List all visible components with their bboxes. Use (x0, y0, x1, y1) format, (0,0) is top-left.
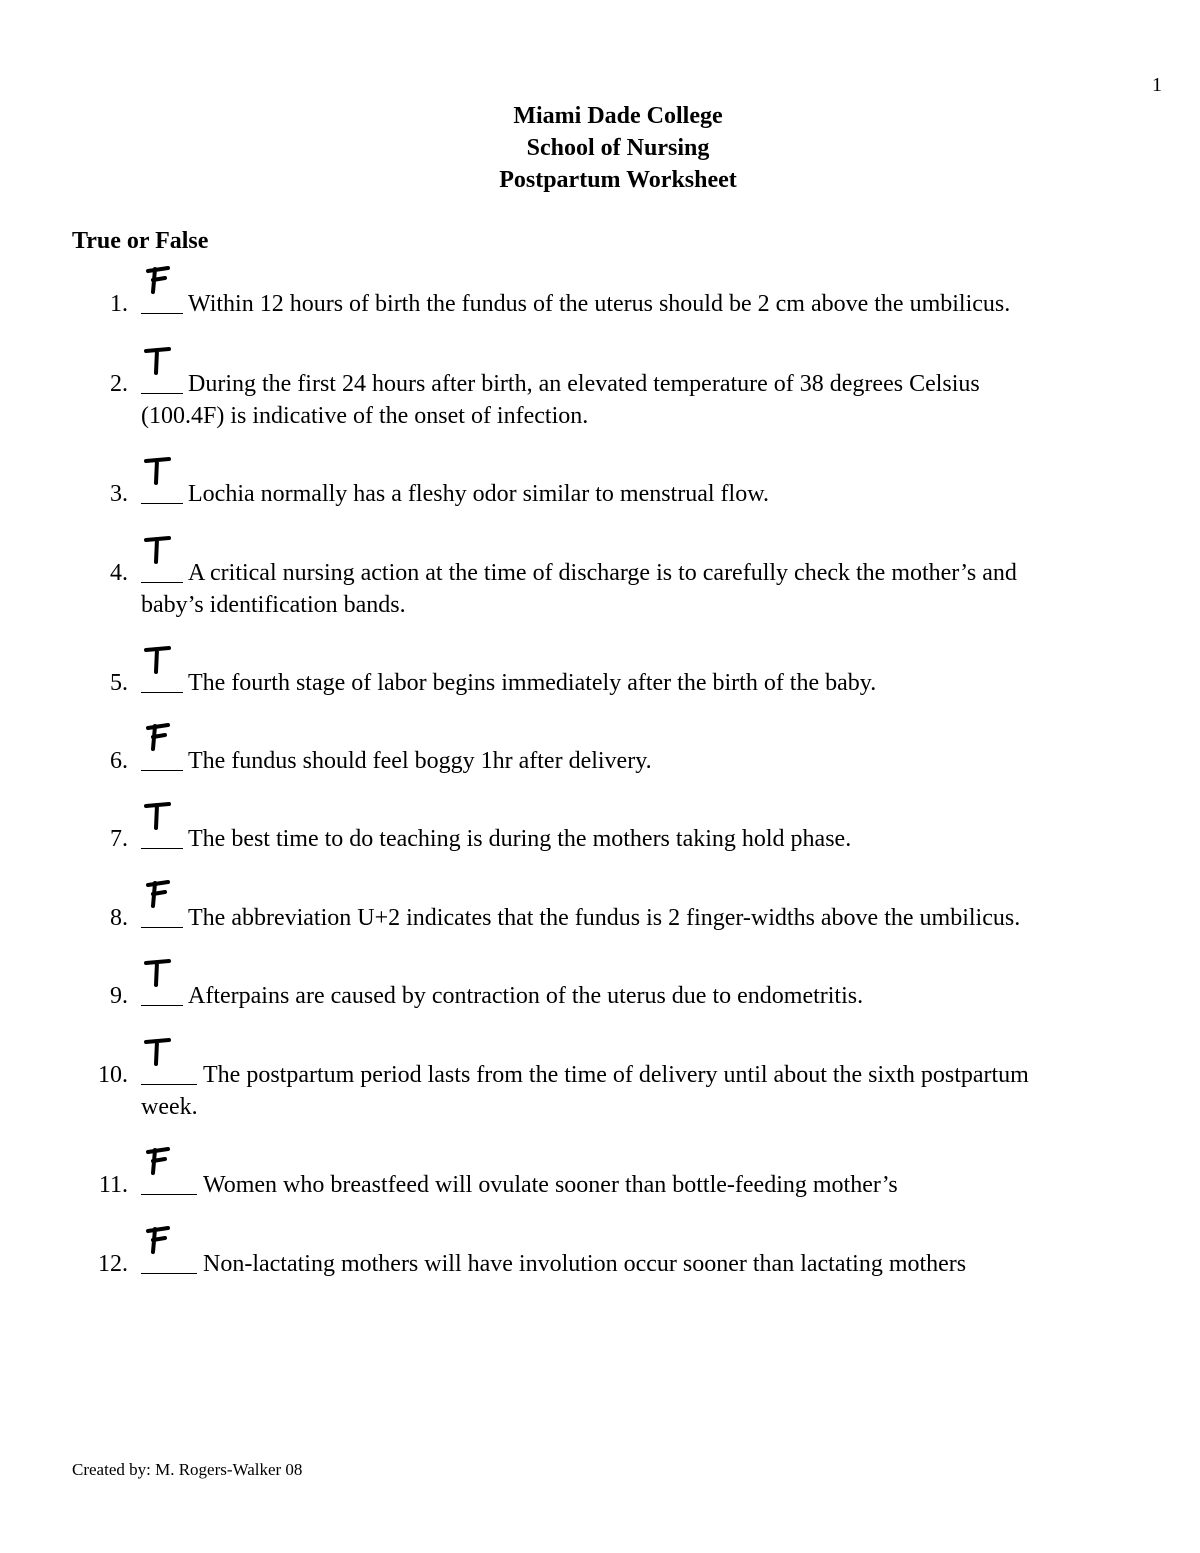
document-header (0, 100, 1200, 196)
handwritten-answer-f (141, 1147, 175, 1181)
answer-underline (141, 503, 183, 504)
question-number: 8. (110, 905, 128, 931)
question-text: A critical nursing action at the time of discharge is to carefully check the mother’s and (188, 560, 1017, 586)
answer-underline (141, 393, 183, 394)
answer-blank (141, 1059, 197, 1091)
question-number: 5. (110, 670, 128, 696)
answer-blank (141, 557, 183, 589)
question-text: Women who breastfeed will ovulate sooner than bottle-feeding mother’s (203, 1172, 898, 1198)
answer-blank (141, 667, 183, 699)
worksheet-title: Postpartum Worksheet (499, 167, 737, 193)
question-number: 4. (110, 560, 128, 586)
question-text: Afterpains are caused by contraction of the uterus due to endometritis. (188, 983, 864, 1009)
handwritten-answer-f (141, 1226, 175, 1260)
question-number: 10. (98, 1062, 128, 1088)
handwritten-answer-f (141, 723, 175, 757)
answer-blank (141, 902, 183, 934)
question-number: 9. (110, 983, 128, 1009)
question-text: The postpartum period lasts from the time of delivery until about the sixth postpartum (203, 1062, 1029, 1088)
question-text: Lochia normally has a fleshy odor similar to menstrual flow. (188, 481, 769, 507)
question-number: 3. (110, 481, 128, 507)
answer-underline (141, 313, 183, 314)
handwritten-answer-t (141, 346, 175, 380)
question-text-continued: week. (141, 1094, 198, 1120)
answer-blank (141, 745, 183, 777)
answer-blank (141, 288, 183, 320)
question-text: The best time to do teaching is during the mothers taking hold phase. (188, 826, 852, 852)
question-text: The fundus should feel boggy 1hr after delivery. (188, 748, 652, 774)
question-text: During the first 24 hours after birth, an elevated temperature of 38 degrees Celsius (188, 371, 980, 397)
answer-underline (141, 692, 183, 693)
question-number: 2. (110, 371, 128, 397)
answer-underline (141, 848, 183, 849)
question-text: Within 12 hours of birth the fundus of the uterus should be 2 cm above the umbilicus. (188, 291, 1011, 317)
answer-underline (141, 770, 183, 771)
answer-blank (141, 478, 183, 510)
question-text: The abbreviation U+2 indicates that the fundus is 2 finger-widths above the umbilicus. (188, 905, 1021, 931)
question-text: The fourth stage of labor begins immediately after the birth of the baby. (188, 670, 877, 696)
handwritten-answer-t (141, 535, 175, 569)
answer-blank (141, 1248, 197, 1280)
question-number: 12. (98, 1251, 128, 1277)
answer-underline (141, 1273, 197, 1274)
answer-underline (141, 1005, 183, 1006)
handwritten-answer-t (141, 958, 175, 992)
answer-blank (141, 980, 183, 1012)
question-text: Non-lactating mothers will have involution occur sooner than lactating mothers (203, 1251, 967, 1277)
handwritten-answer-t (141, 1037, 175, 1071)
college-name: Miami Dade College (513, 103, 723, 129)
answer-underline (141, 927, 183, 928)
question-text-continued: baby’s identification bands. (141, 592, 406, 618)
question-number: 1. (110, 291, 128, 317)
handwritten-answer-t (141, 645, 175, 679)
handwritten-answer-t (141, 801, 175, 835)
section-title: True or False (72, 228, 209, 254)
question-number: 7. (110, 826, 128, 852)
answer-blank (141, 823, 183, 855)
question-text-continued: (100.4F) is indicative of the onset of infection. (141, 403, 589, 429)
school-name: School of Nursing (526, 135, 710, 161)
answer-blank (141, 1169, 197, 1201)
answer-underline (141, 582, 183, 583)
page-number: 1 (1152, 74, 1162, 96)
question-number: 6. (110, 748, 128, 774)
question-number: 11. (98, 1172, 128, 1198)
handwritten-answer-f (141, 880, 175, 914)
answer-underline (141, 1084, 197, 1085)
footer-credit: Created by: M. Rogers-Walker 08 (72, 1460, 303, 1479)
handwritten-answer-t (141, 456, 175, 490)
answer-blank (141, 368, 183, 400)
answer-underline (141, 1194, 197, 1195)
handwritten-answer-f (141, 266, 175, 300)
